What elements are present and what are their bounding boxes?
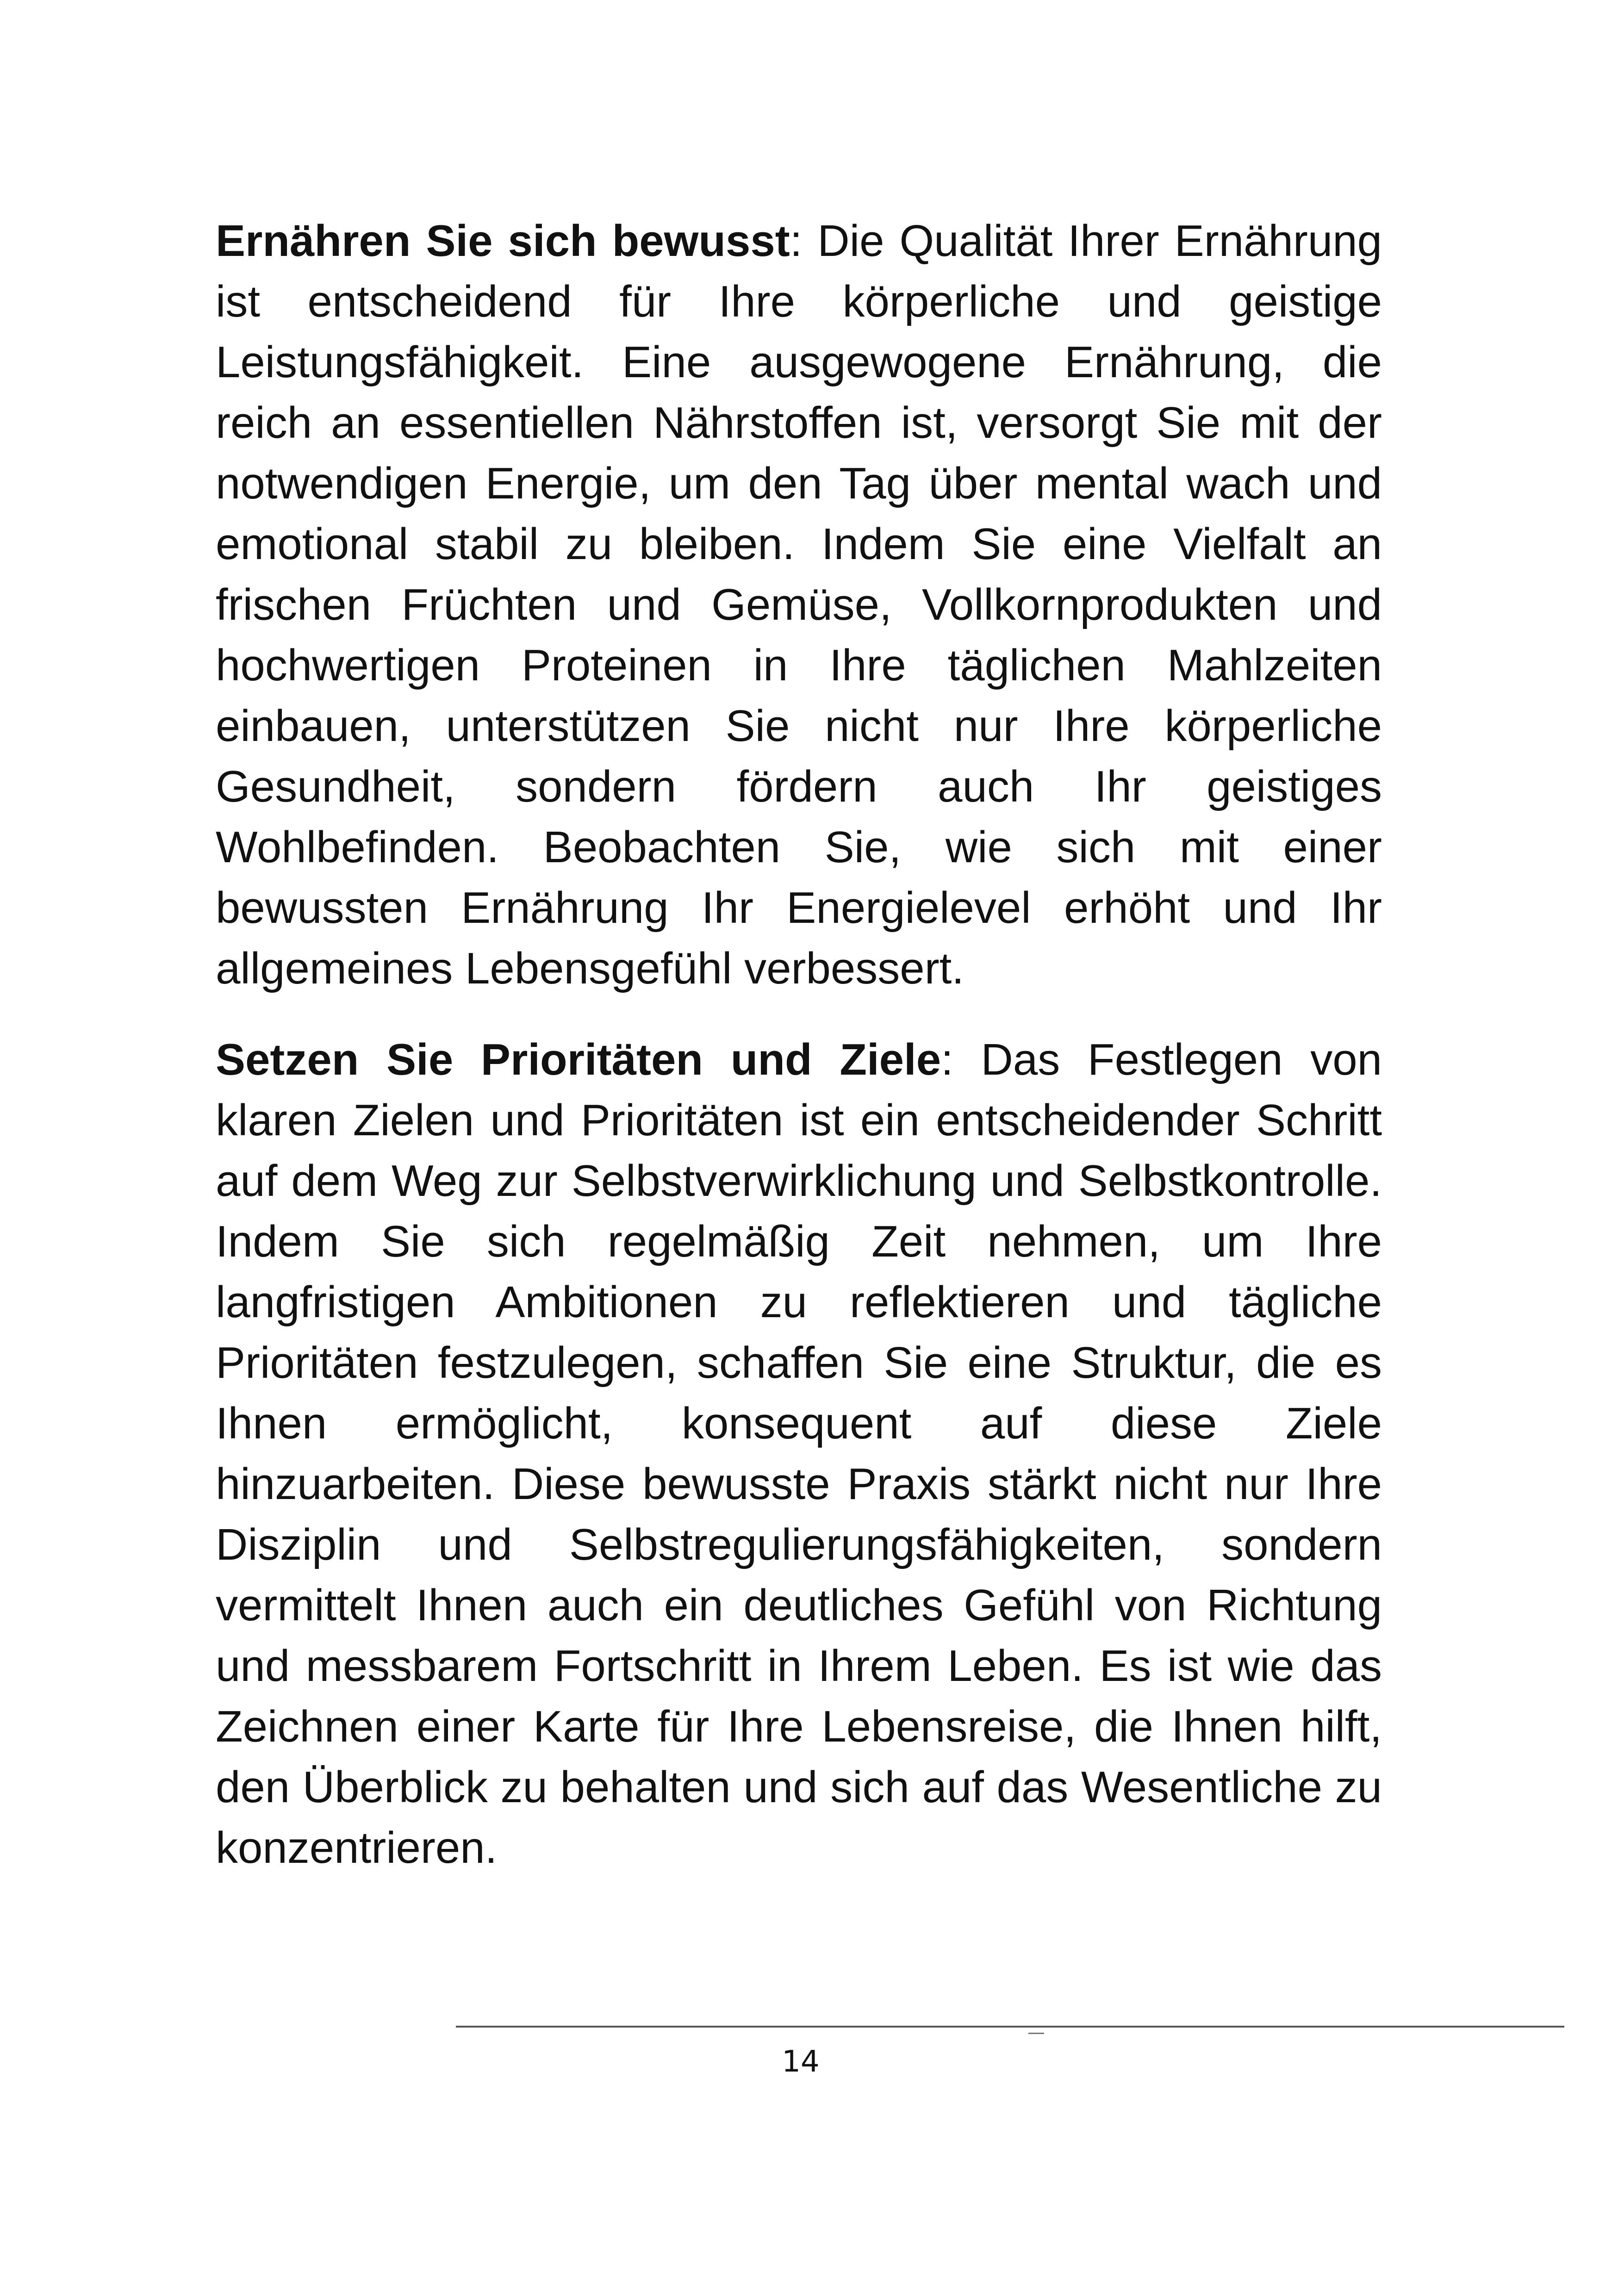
page-content [216, 211, 1382, 1909]
footer-divider-mark [1028, 2033, 1044, 2034]
paragraph-heading: Ernähren Sie sich bewusst [216, 216, 790, 266]
paragraph-heading: Setzen Sie Prioritäten und Ziele [216, 1035, 941, 1084]
paragraph-nutrition [216, 211, 1382, 999]
heading-separator: : [941, 1035, 953, 1084]
paragraph-body: Die Qualität Ihrer Ernährung ist entscheidend für Ihre körperliche und geistige Leistungsfähigkeit. Eine ausgewogene Ernährung, die reich an essentiellen Nährstoffen ist, versorgt Sie mit der notwendigen Energie, um den Tag über mental wach und emotional stabil zu bleiben. Indem Sie eine Vielfalt an frischen Früchten und Gemüse, Vollkornprodukten und hochwertigen Proteinen in Ihre täglichen Mahlzeiten einbauen, unterstützen Sie nicht nur Ihre körperliche Gesundheit, sondern fördern auch Ihr geistiges Wohlbefinden. Beobachten Sie, wie sich mit einer bewussten Ernährung Ihr Energielevel erhöht und Ihr allgemeines Lebensgefühl verbessert. [216, 216, 1382, 993]
page-number: 14 [782, 2045, 820, 2079]
paragraph-priorities [216, 1029, 1382, 1878]
footer-divider [456, 2026, 1564, 2028]
paragraph-body: Das Festlegen von klaren Zielen und Prioritäten ist ein entscheidender Schritt auf dem Weg zur Selbstverwirklichung und Selbstkontrolle. Indem Sie sich regelmäßig Zeit nehmen, um Ihre langfristigen Ambitionen zu reflektieren und tägliche Prioritäten festzulegen, schaffen Sie eine Struktur, die es Ihnen ermöglicht, konsequent auf diese Ziele hinzuarbeiten. Diese bewusste Praxis stärkt nicht nur Ihre Disziplin und Selbstregulierungsfähigkeiten, sondern vermittelt Ihnen auch ein deutliches Gefühl von Richtung und messbarem Fortschritt in Ihrem Leben. Es ist wie das Zeichnen einer Karte für Ihre Lebensreise, die Ihnen hilft, den Überblick zu behalten und sich auf das Wesentliche zu konzentrieren. [216, 1035, 1382, 1873]
heading-separator: : [790, 216, 803, 266]
